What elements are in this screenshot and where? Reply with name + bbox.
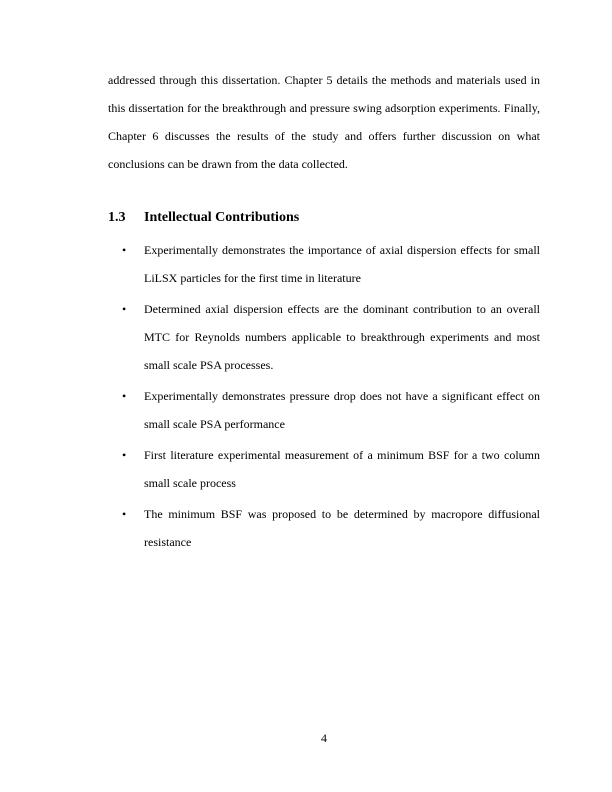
page-number: 4 [321,731,327,745]
list-item [108,295,540,379]
section-number: 1.3 [108,210,126,225]
list-item-text: Experimentally demonstrates pressure drop does not have a significant effect on small scale PSA performance [144,389,540,431]
intro-paragraph: addressed through this dissertation. Chapter 5 details the methods and materials used in this dissertation for the breakthrough and pressure swing adsorption experiments. Finally, Chapter 6 discusses the results of the study and offers further discussion on what conclusions can be drawn from the data collected. [108,73,540,171]
bullet-icon: • [122,448,127,462]
bullet-icon: • [122,389,127,403]
section-heading [108,206,540,230]
list-item [108,441,540,497]
section-title: Intellectual Contributions [144,210,300,225]
bullet-icon: • [122,243,127,257]
list-item-text: First literature experimental measurement of a minimum BSF for a two column small scale process [144,448,540,490]
list-item-text: Experimentally demonstrates the importance of axial dispersion effects for small LiLSX particles for the first time in literature [144,243,540,285]
bullet-icon: • [122,507,127,521]
list-item [108,382,540,438]
list-item-text: The minimum BSF was proposed to be determined by macropore diffusional resistance [144,507,540,549]
bullet-icon: • [122,302,127,316]
list-item [108,236,540,292]
list-item [108,500,540,556]
contributions-list [108,236,540,559]
list-item-text: Determined axial dispersion effects are the dominant contribution to an overall MTC for Reynolds numbers applicable to breakthrough experiments and most small scale PSA processes. [144,302,540,372]
